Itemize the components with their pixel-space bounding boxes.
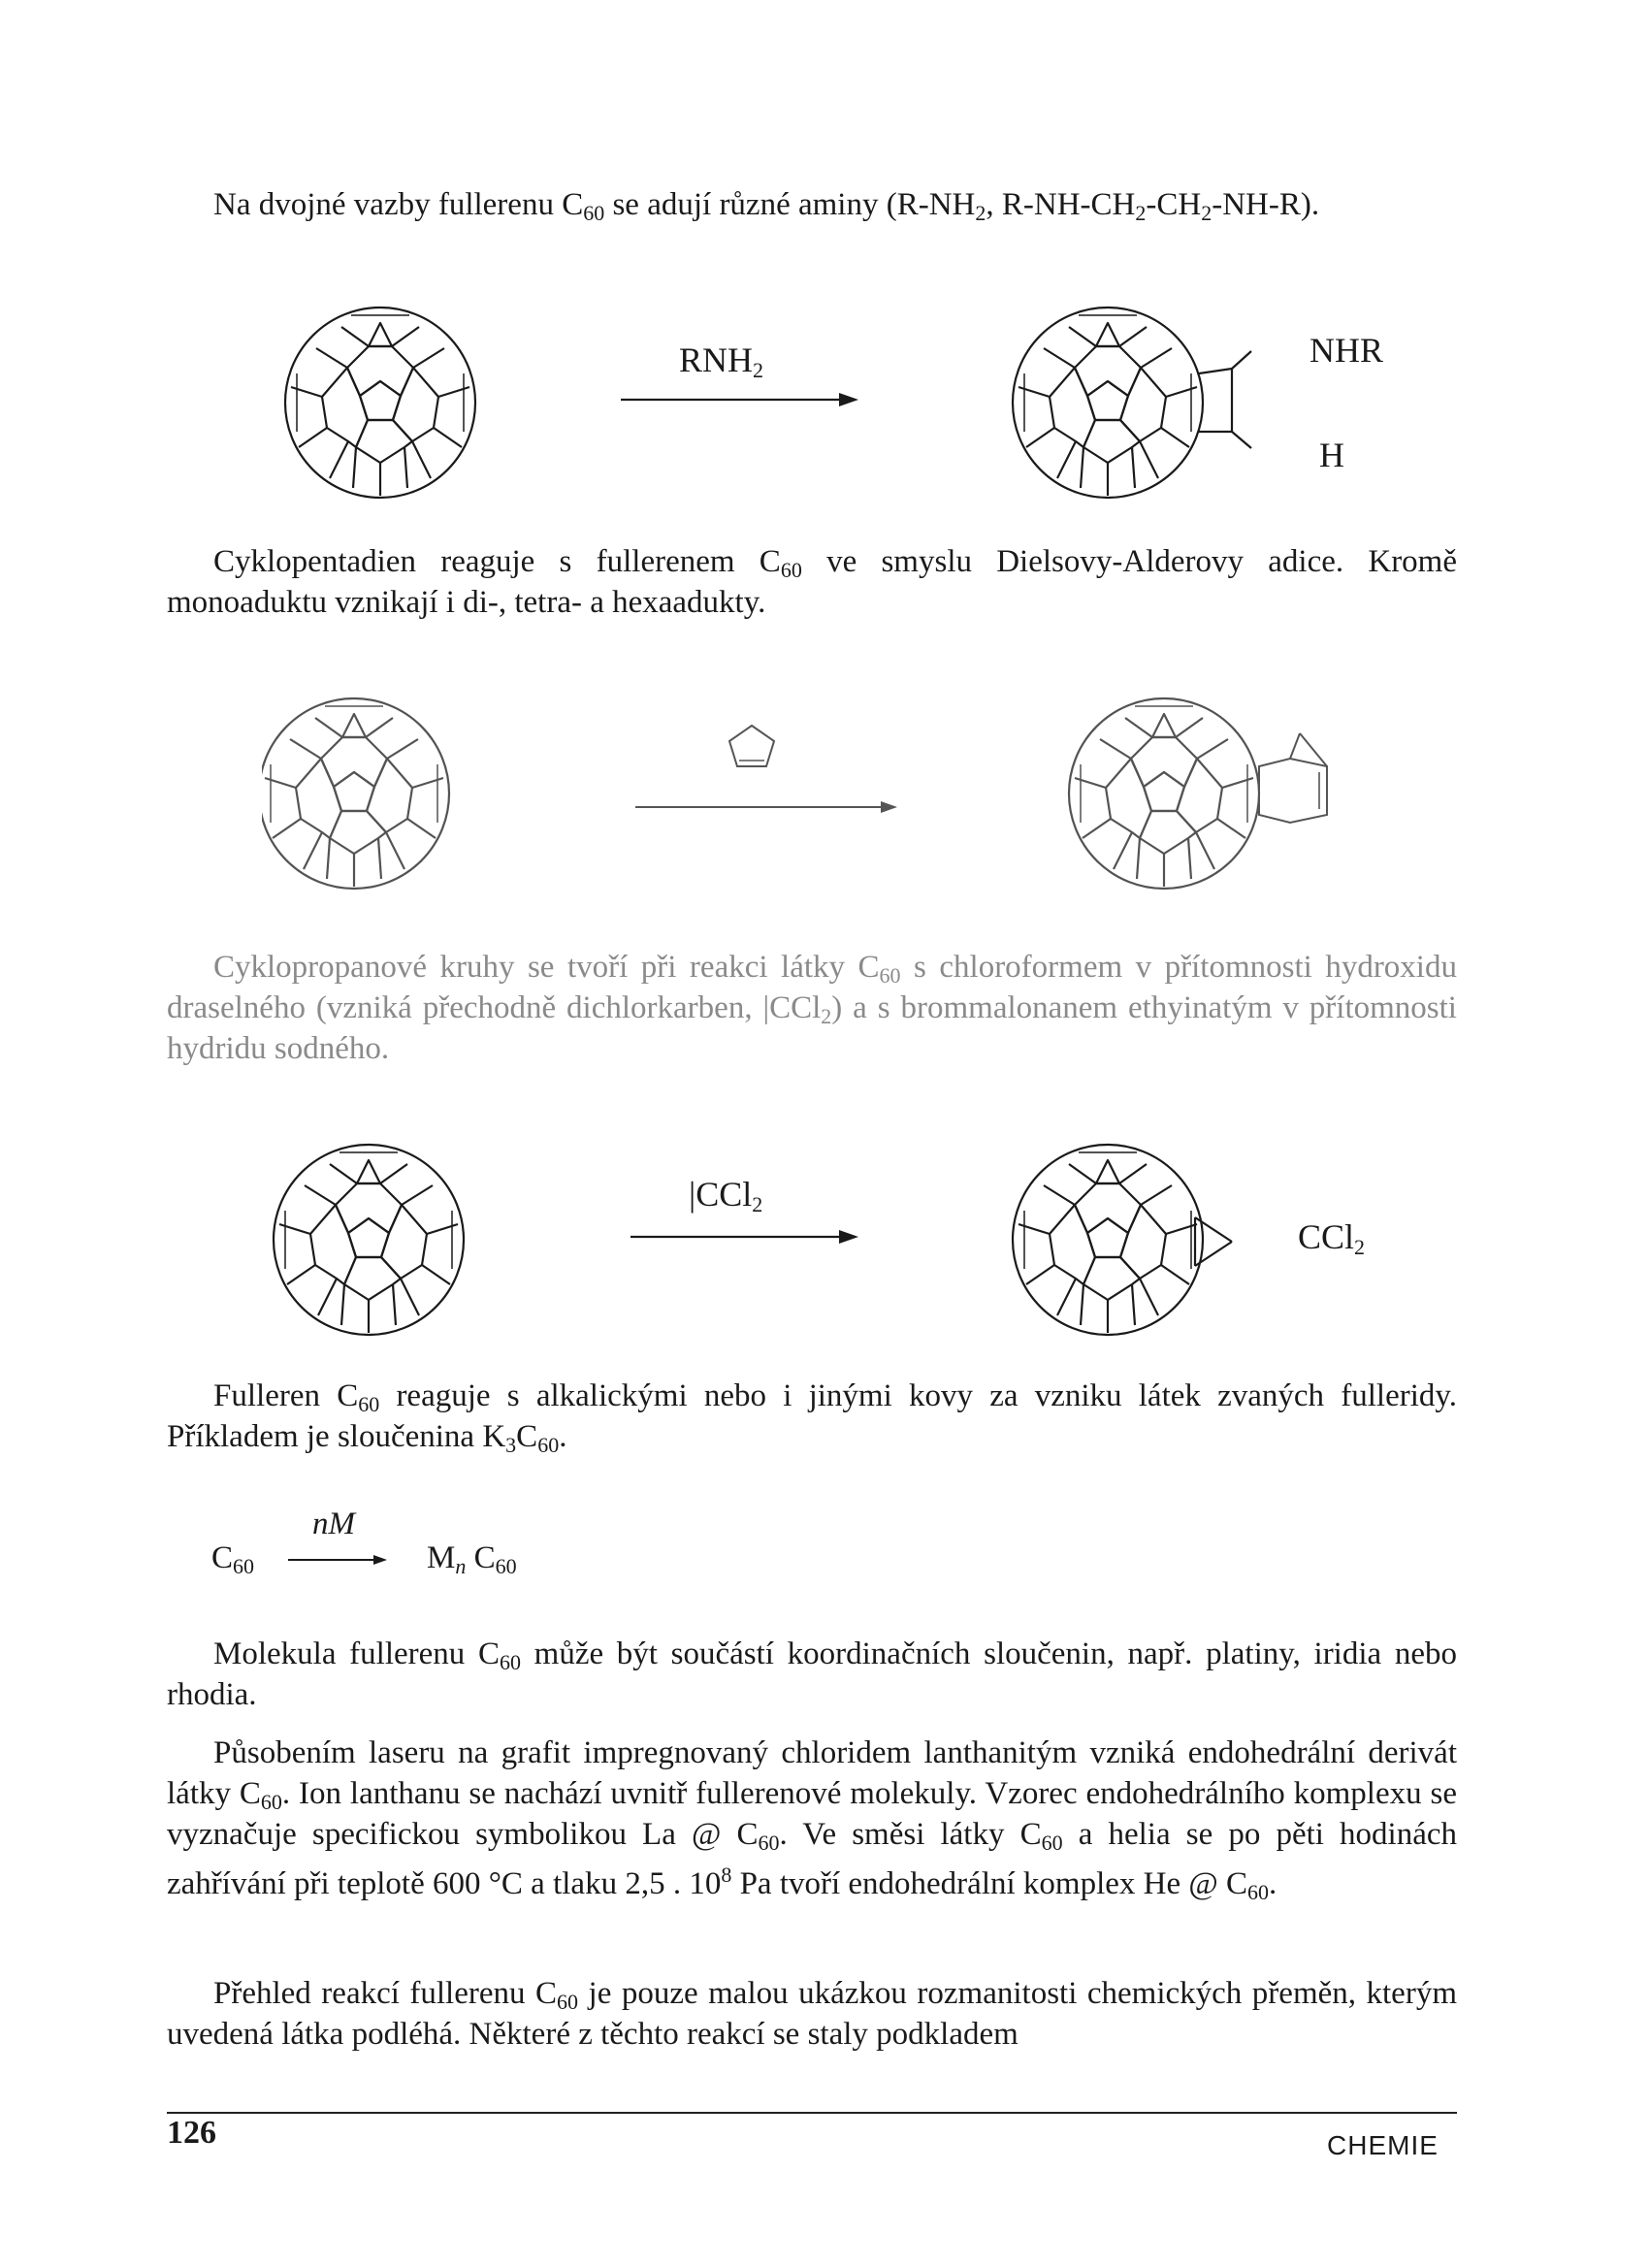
text: Přehled reakcí fullerenu C	[213, 1976, 558, 2011]
scheme-drawing	[262, 679, 1426, 912]
arrow-head	[839, 1230, 858, 1244]
text: CCl	[1298, 1217, 1355, 1256]
text: Působením laseru na grafit impregnovaný chloridem lanthanitým vzniká endohedrální derivát látky C	[167, 1735, 1457, 1811]
cyclopropane-bond	[1195, 1217, 1232, 1242]
subscript: 2	[1135, 201, 1147, 225]
text: může být součástí koordinačních sloučenin, např. platiny, iridia nebo rhodia.	[167, 1636, 1458, 1712]
bridge-bond	[1290, 733, 1300, 759]
text: RNH	[679, 340, 754, 379]
subscript: 2	[753, 358, 764, 382]
subscript: 60	[1041, 1831, 1063, 1855]
arrow-head	[839, 393, 858, 406]
bond	[1232, 432, 1251, 448]
subscript: 60	[495, 1554, 517, 1578]
reaction-scheme-diels-alder	[262, 679, 1426, 912]
subscript: 60	[260, 1790, 282, 1814]
subscript: 2	[821, 1004, 832, 1028]
text: je pouze malou ukázkou rozmanitosti chemických přeměn, kterým uvedená látka podléhá. Některé z těchto reakcí se staly podkladem	[167, 1976, 1457, 2052]
bond	[1232, 351, 1251, 369]
text: ) a s brommalonanem ethyinatým v přítomnosti hydridu sodného.	[167, 990, 1457, 1066]
text: , R-NH-CH	[986, 187, 1136, 222]
fullerene-molecule	[285, 308, 475, 498]
page-number: 126	[167, 2115, 216, 2151]
product-group	[1298, 1216, 1365, 1257]
subscript: 2	[1201, 201, 1212, 225]
text: reaguje s alkalickými nebo i jinými kovy za vzniku látek zvaných fulleridy. Příkladem je sloučenina K	[167, 1378, 1458, 1454]
fullerene-adduct	[1069, 698, 1259, 889]
text: Molekula fullerenu C	[213, 1636, 500, 1671]
subscript: n	[455, 1554, 467, 1578]
paragraph-coordination	[167, 1634, 1457, 1715]
paragraph-overview	[167, 1973, 1457, 2055]
paragraph-endohedral	[167, 1733, 1457, 1904]
text: ve smyslu Dielsovy-Alderovy adice. Kromě monoaduktu vznikají i di-, tetra- a hexaadukty.	[167, 544, 1457, 620]
subscript: 60	[537, 1433, 560, 1457]
bond	[1199, 369, 1232, 373]
text: Cyklopropanové kruhy se tvoří při reakci látky C	[213, 950, 880, 985]
fullerene-adduct	[1013, 308, 1203, 498]
text: Na dvojné vazby fullerenu C	[213, 187, 584, 222]
text: -CH	[1146, 187, 1202, 222]
text: .	[559, 1419, 567, 1454]
subscript: 60	[233, 1554, 255, 1578]
product-group-bottom: H	[1319, 436, 1344, 474]
subscript: 60	[780, 558, 802, 582]
equation-arrow	[286, 1548, 393, 1571]
subscript: 60	[879, 963, 901, 988]
text: Pa tvoří endohedrální komplex He @ C	[731, 1866, 1248, 1901]
subscript: 60	[358, 1392, 380, 1416]
reactant: C	[211, 1540, 234, 1575]
text: nM	[312, 1507, 355, 1541]
text: . Ve směsi látky C	[779, 1817, 1042, 1852]
text: C	[516, 1419, 538, 1454]
reaction-scheme-dichlorocarbene	[262, 1125, 1426, 1358]
paragraph-cyclopentadiene	[167, 541, 1457, 623]
running-footer: CHEMIE	[1327, 2130, 1439, 2160]
scheme-drawing	[262, 291, 1426, 524]
subscript: 60	[758, 1831, 780, 1855]
text: Cyklopentadien reaguje s fullerenem C	[213, 544, 781, 579]
text: M	[427, 1540, 456, 1575]
subscript: 2	[975, 201, 986, 225]
subscript: 60	[557, 1990, 579, 2014]
subscript: 2	[1354, 1235, 1366, 1259]
paragraph-fullerides	[167, 1376, 1457, 1457]
text: -NH-R).	[1212, 187, 1320, 222]
reagent-label	[689, 1174, 762, 1215]
fullerene-adduct	[1013, 1145, 1203, 1335]
equation-over-arrow	[312, 1507, 355, 1542]
text: . Ion lanthanu se nachází uvnitř fullerenové molekuly. Vzorec endohedrálního komplexu se vyznačuje specifickou symbolikou La @ C	[167, 1776, 1457, 1852]
arrow-head	[881, 801, 897, 813]
superscript: 8	[721, 1863, 732, 1887]
reaction-scheme-amine	[262, 291, 1426, 524]
equation-product	[427, 1540, 517, 1576]
text: .	[1269, 1866, 1277, 1901]
subscript: 2	[752, 1192, 763, 1216]
product-group-top: NHR	[1310, 331, 1384, 370]
subscript: 60	[499, 1650, 521, 1674]
subscript: 60	[1247, 1880, 1270, 1904]
subscript: 3	[505, 1433, 517, 1457]
text: C	[466, 1540, 496, 1575]
text: a helia se po pěti hodinách zahřívání při teplotě 600 °C a tlaku 2,5 . 10	[167, 1817, 1458, 1901]
scheme-drawing	[262, 1125, 1426, 1358]
paragraph-amines	[167, 184, 1457, 225]
text: |CCl	[689, 1175, 753, 1214]
fulleride-equation	[211, 1540, 254, 1576]
fullerene-molecule	[262, 698, 449, 889]
reagent-label	[679, 340, 763, 380]
cyclopropane-bond	[1195, 1242, 1232, 1266]
fullerene-molecule	[274, 1145, 464, 1335]
text: se adují různé aminy (R-NH	[604, 187, 976, 222]
subscript: 60	[583, 201, 605, 225]
paragraph-cyclopropane	[167, 947, 1457, 1069]
text: Fulleren C	[213, 1378, 359, 1413]
footer-rule	[167, 2112, 1457, 2114]
text: s chloroformem v přítomnosti hydroxidu draselného (vzniká přechodně dichlorkarben, |CCl	[167, 950, 1457, 1025]
bicyclic-adduct-ring	[1259, 759, 1327, 823]
